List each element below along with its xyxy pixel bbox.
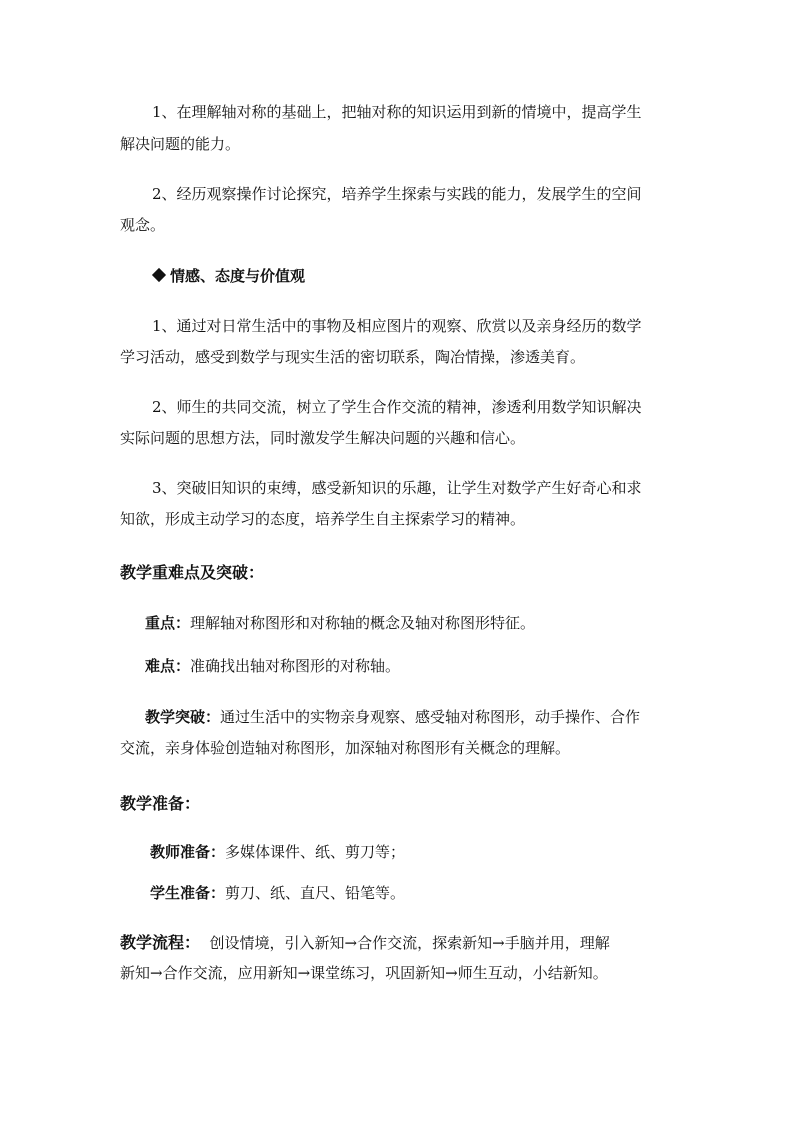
hard-point-line: [145, 656, 400, 676]
skills-paragraph-2-line-2: 观念。: [120, 216, 166, 234]
teacher-prep-text: 多媒体课件、纸、剪刀等；: [225, 843, 406, 861]
flow-heading: 教学流程：: [120, 933, 201, 952]
emotion-paragraph-2-line-2: 实际问题的思想方法，同时激发学生解决问题的兴趣和信心。: [120, 429, 526, 447]
student-prep-text: 剪刀、纸、直尺、铅笔等。: [225, 884, 406, 902]
preparation-heading: 教学准备：: [120, 794, 201, 813]
skills-paragraph-2-line-1: 2、经历观察操作讨论探究，培养学生探索与实践的能力，发展学生的空间: [152, 185, 642, 203]
breakthrough-text-1: 通过生活中的实物亲身观察、感受轴对称图形，动手操作、合作: [220, 708, 641, 726]
breakthrough-line-2: 交流，亲身体验创造轴对称图形，加深轴对称图形有关概念的理解。: [120, 739, 571, 757]
key-point-line: [145, 613, 535, 633]
emotion-paragraph-1-line-1: 1、通过对日常生活中的事物及相应图片的观察、欣赏以及亲身经历的数学: [152, 317, 642, 335]
teacher-prep-label: 教师准备：: [150, 843, 226, 861]
emotion-paragraph-2-line-1: 2、师生的共同交流，树立了学生合作交流的精神，渗透利用数学知识解决: [152, 398, 642, 416]
emotion-paragraph-3-line-2: 知欲，形成主动学习的态度，培养学生自主探索学习的精神。: [120, 510, 526, 528]
emotion-paragraph-3-line-1: 3、突破旧知识的束缚，感受新知识的乐趣，让学生对数学产生好奇心和求: [152, 479, 642, 497]
breakthrough-line-1: [145, 707, 640, 727]
teacher-prep-line: [150, 842, 405, 862]
skills-paragraph-1-line-1: 1、在理解轴对称的基础上，把轴对称的知识运用到新的情境中，提高学生: [152, 103, 642, 121]
skills-paragraph-1-line-2: 解决问题的能力。: [120, 135, 241, 153]
hard-point-label: 难点：: [145, 657, 191, 675]
emotion-paragraph-1-line-2: 学习活动，感受到数学与现实生活的密切联系，陶冶情操，渗透美育。: [120, 348, 586, 366]
emotion-section-title-text: 情感、态度与价值观: [170, 267, 306, 285]
diamond-bullet-icon: [152, 268, 166, 282]
flow-line-2: 新知→合作交流，应用新知→课堂练习，巩固新知→师生互动，小结新知。: [120, 964, 608, 982]
breakthrough-label: 教学突破：: [145, 708, 221, 726]
student-prep-label: 学生准备：: [150, 884, 226, 902]
difficulty-heading: 教学重难点及突破：: [120, 563, 265, 582]
student-prep-line: [150, 883, 405, 903]
flow-line-1: [120, 933, 610, 953]
key-point-text: 理解轴对称图形和对称轴的概念及轴对称图形特征。: [190, 614, 536, 632]
key-point-label: 重点：: [145, 614, 191, 632]
hard-point-text: 准确找出轴对称图形的对称轴。: [190, 657, 401, 675]
flow-text-1: 创设情境，引入新知→合作交流，探索新知→手脑并用，理解: [200, 934, 610, 952]
emotion-section-title: [152, 266, 305, 286]
